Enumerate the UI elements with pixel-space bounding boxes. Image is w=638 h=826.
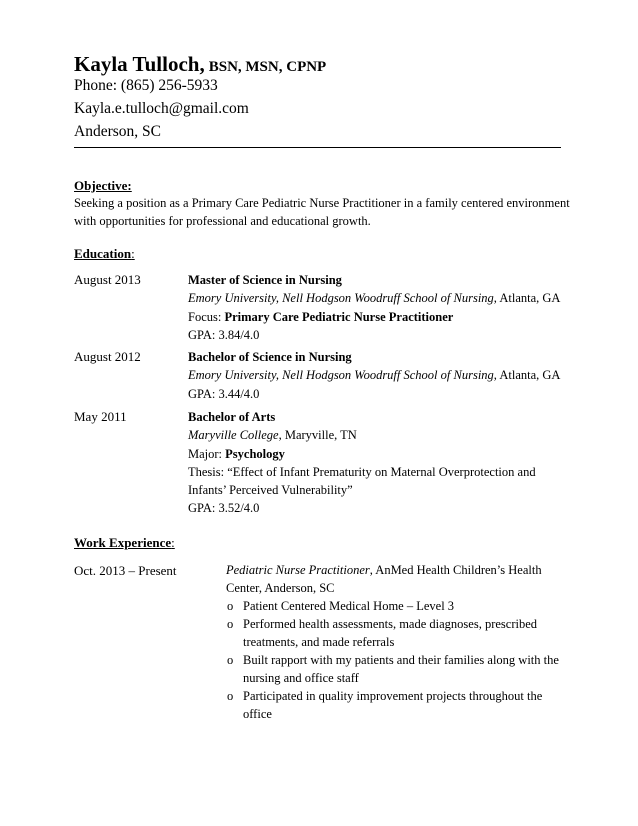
degree-title: Master of Science in Nursing — [188, 273, 342, 287]
education-date-2: August 2012 — [74, 349, 141, 364]
education-heading: Education: — [74, 246, 135, 261]
job-duties-list — [226, 597, 566, 723]
focus-line: Focus: Primary Care Pediatric Nurse Practitioner — [188, 309, 454, 324]
bullet-circle-icon: o — [227, 599, 234, 613]
bullet-circle-icon: o — [227, 653, 234, 667]
candidate-credentials: BSN, MSN, CPNP — [208, 59, 327, 75]
thesis-line-2: Infants’ Perceived Vulnerability” — [188, 483, 353, 498]
objective-heading: Objective: — [74, 178, 132, 193]
education-entry-bsn — [188, 348, 588, 403]
header-divider — [74, 147, 561, 148]
candidate-name: Kayla Tulloch, — [74, 52, 205, 76]
job-employer: , AnMed Health Children’s Health Center, Anderson, SC — [226, 563, 542, 595]
school-line: Emory University, Nell Hodgson Woodruff School of Nursing, Atlanta, GA — [188, 291, 561, 306]
job-entry — [226, 561, 566, 723]
list-item: o Built rapport with my patients and their families along with the nursing and office staff — [227, 653, 559, 685]
bullet-circle-icon: o — [227, 689, 234, 703]
education-date-3: May 2011 — [74, 409, 127, 424]
list-item: o Performed health assessments, made diagnoses, prescribed treatments, and made referrals — [227, 617, 538, 649]
job-date: Oct. 2013 – Present — [74, 563, 177, 578]
list-item: o Participated in quality improvement projects throughout the office — [227, 689, 543, 721]
school-line: Maryville College, Maryville, TN — [188, 428, 357, 443]
list-item: o Patient Centered Medical Home – Level 3 — [227, 599, 455, 613]
degree-title: Bachelor of Science in Nursing — [188, 350, 352, 364]
objective-text: Seeking a position as a Primary Care Pediatric Nurse Practitioner in a family centered environment with opportunities for professional and educational growth. — [74, 196, 570, 228]
name-line — [74, 52, 326, 77]
home-location: Anderson, SC — [74, 123, 161, 140]
education-entry-msn — [188, 271, 588, 344]
email-address: Kayla.e.tulloch@gmail.com — [74, 100, 249, 117]
phone-number: Phone: (865) 256-5933 — [74, 77, 218, 94]
degree-title: Bachelor of Arts — [188, 410, 276, 424]
major-line: Major: Psychology — [188, 446, 285, 461]
job-title-line — [226, 561, 566, 597]
school-line: Emory University, Nell Hodgson Woodruff School of Nursing, Atlanta, GA — [188, 368, 561, 383]
work-experience-heading: Work Experience: — [74, 535, 175, 550]
gpa-line: GPA: 3.84/4.0 — [188, 327, 260, 342]
bullet-circle-icon: o — [227, 617, 234, 631]
gpa-line: GPA: 3.52/4.0 — [188, 501, 260, 516]
thesis-line-1: Thesis: “Effect of Infant Prematurity on Maternal Overprotection and — [188, 464, 536, 479]
gpa-line: GPA: 3.44/4.0 — [188, 386, 260, 401]
education-date-1: August 2013 — [74, 272, 141, 287]
job-title: Pediatric Nurse Practitioner — [226, 563, 370, 577]
education-entry-ba — [188, 408, 588, 518]
